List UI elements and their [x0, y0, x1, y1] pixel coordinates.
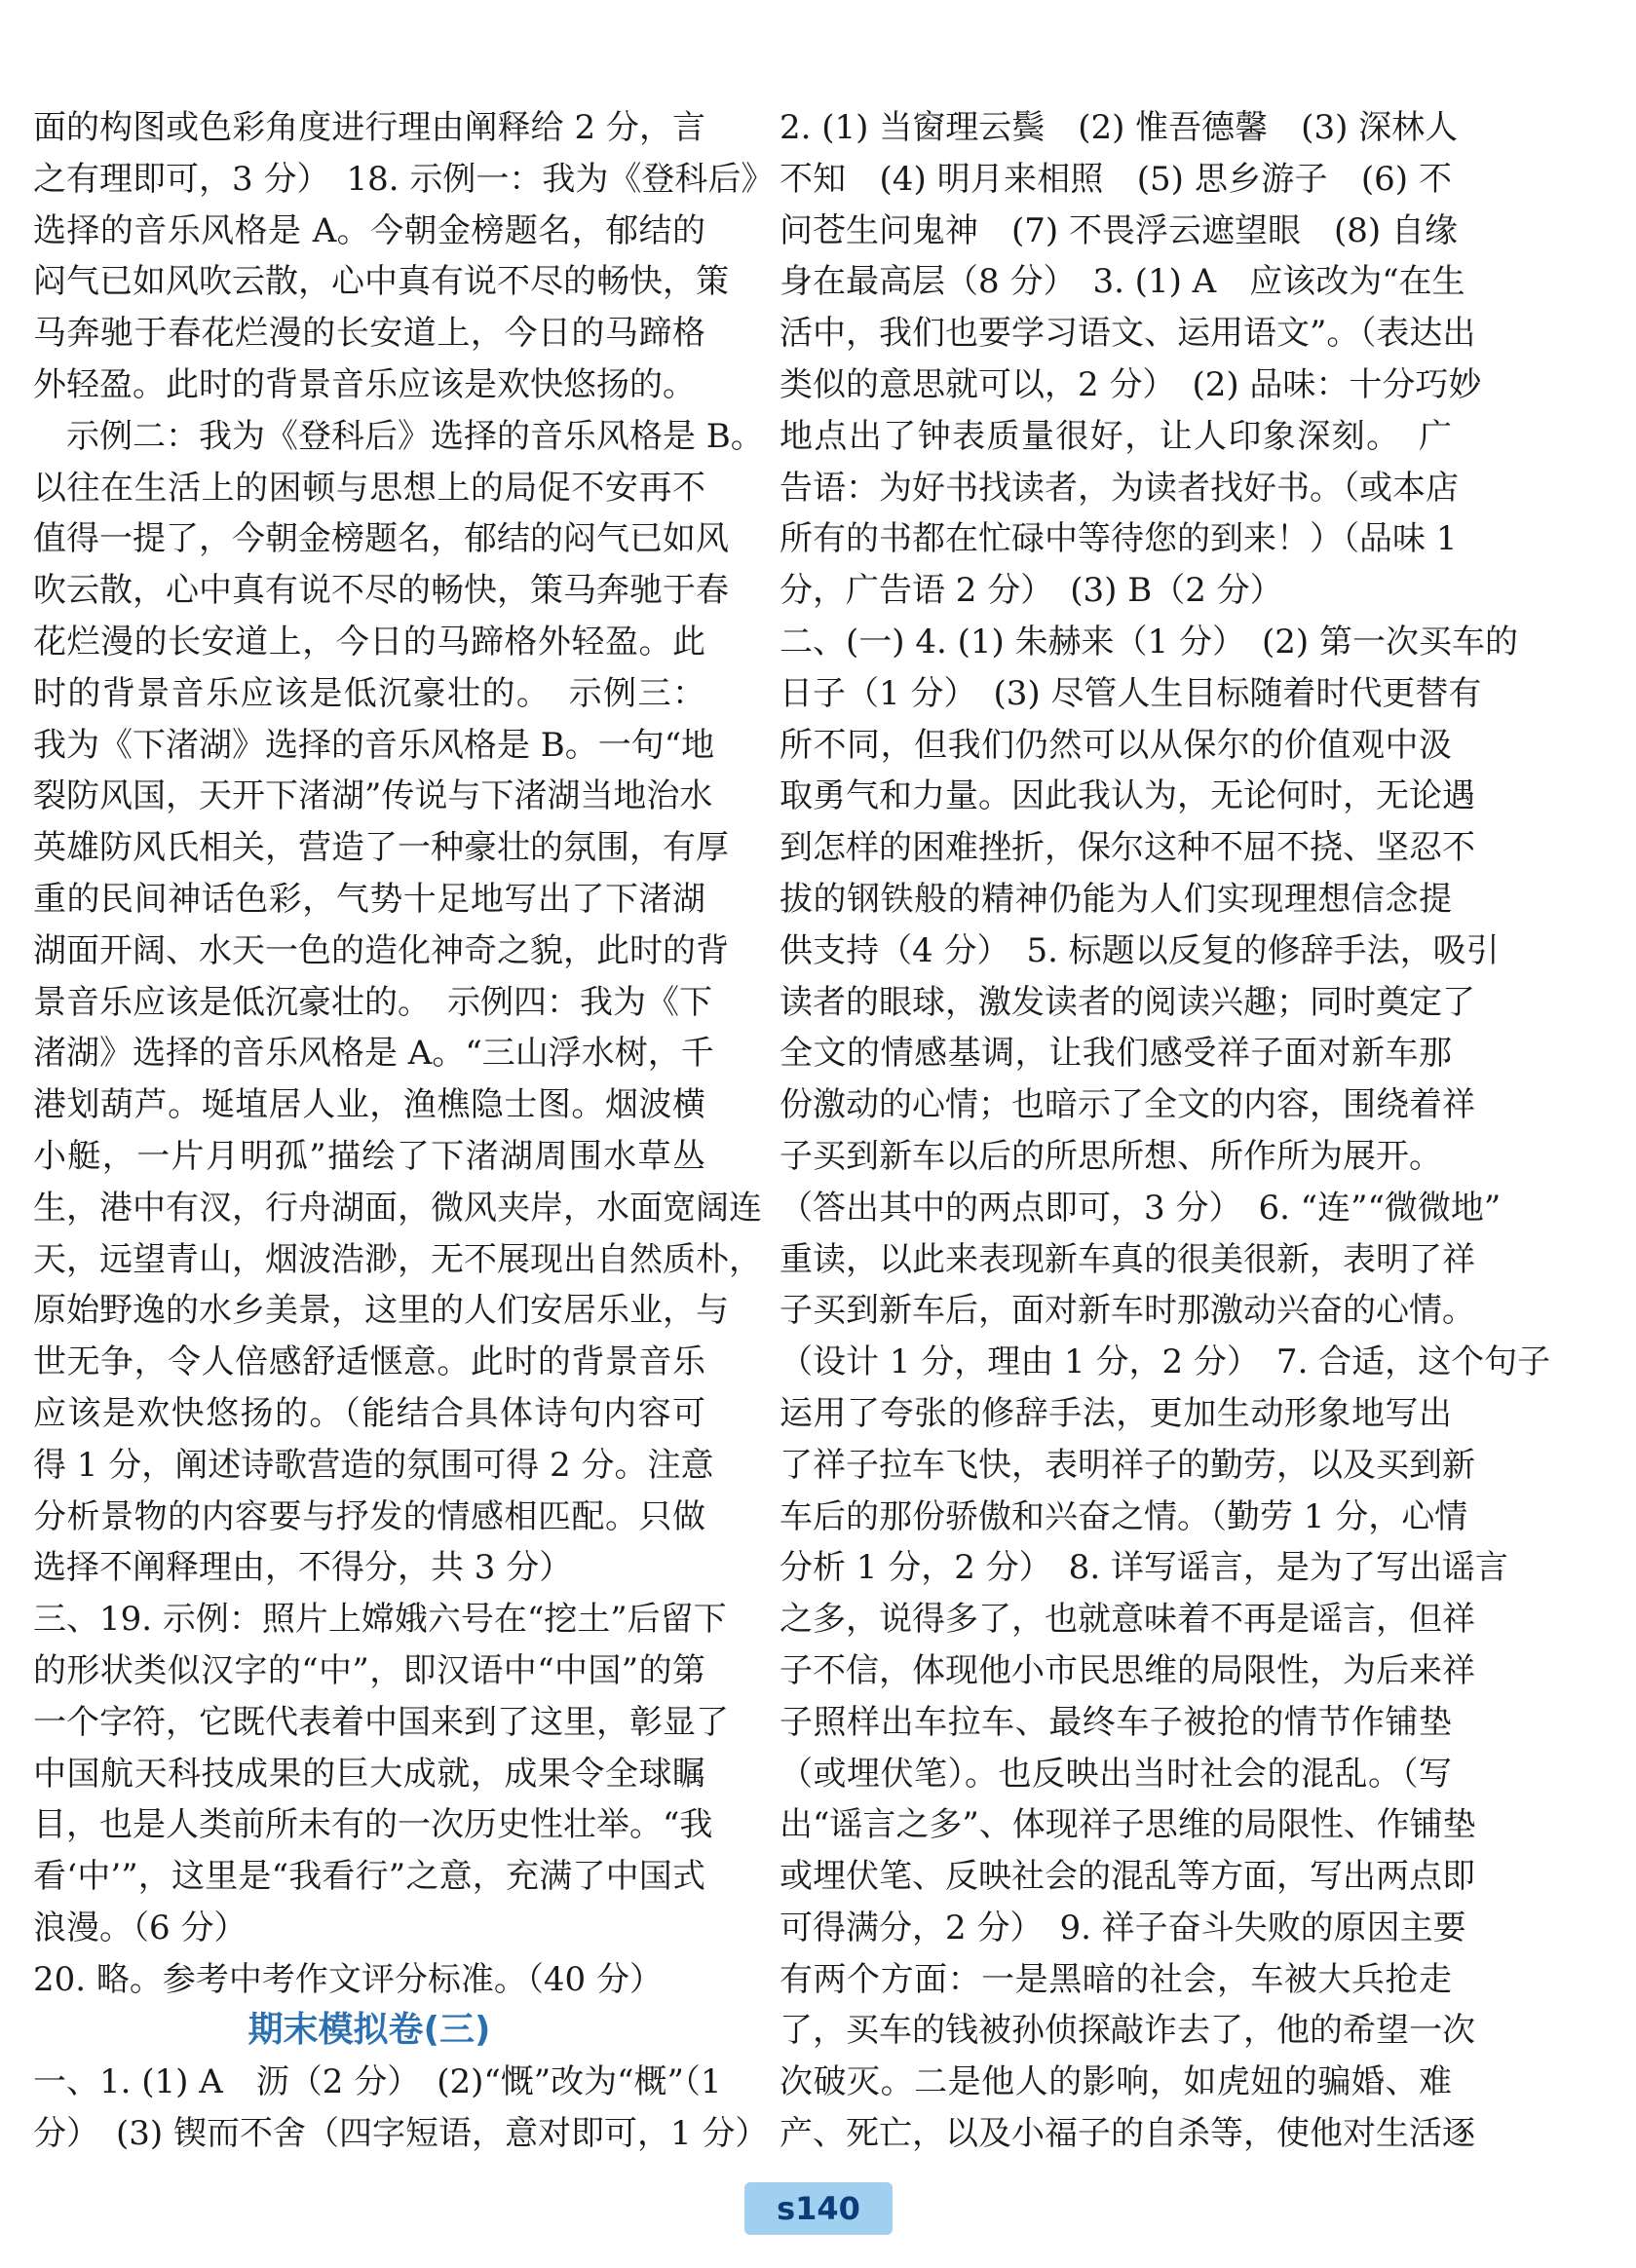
- text-line: 港划葫芦。埏埴居人业，渔樵隐士图。烟波横: [33, 1085, 705, 1125]
- text-line: 份激动的心情；也暗示了全文的内容，围绕着祥: [780, 1085, 1475, 1125]
- text-line: 取勇气和力量。因此我认为，无论何时，无论遇: [780, 776, 1475, 816]
- text-line: 小艇，一片月明孤”描绘了下渚湖周围水草丛: [33, 1136, 705, 1176]
- text-line: 裂防风国，天开下渚湖”传说与下渚湖当地治水: [33, 776, 713, 816]
- text-line: 生，港中有汊，行舟湖面，微风夹岸，水面宽阔连: [33, 1188, 762, 1228]
- text-line: 所有的书都在忙碌中等待您的到来！）（品味 1: [780, 519, 1458, 559]
- text-line: 活中，我们也要学习语文、运用语文”。（表达出: [780, 314, 1476, 354]
- right-column: [780, 102, 1551, 2160]
- text-line: 告语：为好书找读者，为读者找好书。（或本店: [780, 468, 1459, 508]
- text-line: 选择的音乐风格是 A。今朝金榜题名，郁结的: [33, 210, 705, 250]
- text-line: 所不同，但我们仍然可以从保尔的价值观中汲: [780, 725, 1452, 765]
- text-line: 湖面开阔、水天一色的造化神奇之貌，此时的背: [33, 930, 729, 970]
- text-line: 花烂漫的长安道上，今日的马蹄格外轻盈。此: [33, 622, 705, 662]
- text-line: 二、(一) 4. (1) 朱赫来（1 分） (2) 第一次买车的: [780, 622, 1518, 662]
- text-line: 产、死亡，以及小福子的自杀等，使他对生活逐: [780, 2114, 1475, 2154]
- text-line: 了，买车的钱被孙侦探敲诈去了，他的希望一次: [780, 2011, 1475, 2051]
- text-line: 渚湖》选择的音乐风格是 A。“三山浮水树，千: [33, 1034, 714, 1074]
- text-line: 分析景物的内容要与抒发的情感相匹配。只做: [33, 1496, 705, 1536]
- text-line: 吹云散，心中真有说不尽的畅快，策马奔驰于春: [33, 571, 729, 611]
- text-line: 全文的情感基调，让我们感受祥子面对新车那: [780, 1034, 1452, 1074]
- text-line: （答出其中的两点即可，3 分） 6. “连”“微微地”: [780, 1188, 1502, 1228]
- text-line: 之多，说得多了，也就意味着不再是谣言，但祥: [780, 1600, 1475, 1640]
- page-number-badge: [744, 2182, 893, 2235]
- text-line: 日子（1 分） (3) 尽管人生目标随着时代更替有: [780, 673, 1482, 713]
- text-line: 读者的眼球，激发读者的阅读兴趣；同时奠定了: [780, 982, 1475, 1022]
- text-line: 原始野逸的水乡美景，这里的人们安居乐业，与: [33, 1291, 729, 1331]
- text-line: 分） (3) 锲而不舍（四字短语，意对即可，1 分）: [33, 2114, 769, 2154]
- text-line: 面的构图或色彩角度进行理由阐释给 2 分，言: [33, 108, 705, 147]
- text-line: 应该是欢快悠扬的。（能结合具体诗句内容可: [33, 1393, 705, 1433]
- text-line: 分，广告语 2 分） (3) B（2 分）: [780, 571, 1283, 611]
- text-line: 示例二：我为《登科后》选择的音乐风格是 B。: [66, 416, 764, 456]
- text-line: 20. 略。参考中考作文评分标准。（40 分）: [33, 1959, 663, 1999]
- text-line: 马奔驰于春花烂漫的长安道上，今日的马蹄格: [33, 314, 705, 354]
- page-number: s140: [777, 2190, 860, 2227]
- text-line: 类似的意思就可以，2 分） (2) 品味：十分巧妙: [780, 364, 1482, 404]
- text-line: 闷气已如风吹云散，心中真有说不尽的畅快，策: [33, 262, 729, 302]
- text-line: 问苍生问鬼神 (7) 不畏浮云遮望眼 (8) 自缘: [780, 210, 1458, 250]
- text-line: 运用了夸张的修辞手法，更加生动形象地写出: [780, 1393, 1452, 1433]
- text-line: 或埋伏笔、反映社会的混乱等方面，写出两点即: [780, 1857, 1475, 1897]
- text-line: 车后的那份骄傲和兴奋之情。（勤劳 1 分，心情: [780, 1496, 1468, 1536]
- text-line: 选择不阐释理由，不得分，共 3 分）: [33, 1548, 573, 1588]
- text-line: （或埋伏笔）。也反映出当时社会的混乱。（写: [780, 1754, 1452, 1794]
- section-title: 期末模拟卷(三): [247, 2010, 491, 2051]
- text-line: 地点出了钟表质量很好，让人印象深刻。 广: [780, 416, 1452, 456]
- text-line: 中国航天科技成果的巨大成就，成果令全球瞩: [33, 1754, 705, 1794]
- text-line: 不知 (4) 明月来相照 (5) 思乡游子 (6) 不: [780, 159, 1452, 199]
- text-line: 身在最高层（8 分） 3. (1) A 应该改为“在生: [780, 262, 1465, 302]
- text-line: 可得满分，2 分） 9. 祥子奋斗失败的原因主要: [780, 1908, 1466, 1947]
- text-line: 景音乐应该是低沉豪壮的。 示例四：我为《下: [33, 982, 712, 1022]
- text-line: 英雄防风氏相关，营造了一种豪壮的氛围，有厚: [33, 828, 729, 868]
- text-line: 重的民间神话色彩，气势十足地写出了下渚湖: [33, 879, 705, 919]
- text-line: 值得一提了，今朝金榜题名，郁结的闷气已如风: [33, 519, 729, 559]
- text-line: 子买到新车后，面对新车时那激动兴奋的心情。: [780, 1291, 1475, 1331]
- text-line: 供支持（4 分） 5. 标题以反复的修辞手法，吸引: [780, 930, 1500, 970]
- text-line: 次破灭。二是他人的影响，如虎妞的骗婚、难: [780, 2062, 1452, 2102]
- text-line: 出“谣言之多”、体现祥子思维的局限性、作铺垫: [780, 1805, 1476, 1845]
- text-line: 天，远望青山，烟波浩渺，无不展现出自然质朴，: [33, 1239, 762, 1279]
- text-line: 一、1. (1) A 沥（2 分） (2)“慨”改为“概”（1: [33, 2062, 722, 2102]
- text-line: 分析 1 分，2 分） 8. 详写谣言，是为了写出谣言: [780, 1548, 1508, 1588]
- text-line: 一个字符，它既代表着中国来到了这里，彰显了: [33, 1702, 729, 1742]
- text-line: 了祥子拉车飞快，表明祥子的勤劳，以及买到新: [780, 1445, 1475, 1485]
- text-line: （设计 1 分，理由 1 分，2 分） 7. 合适，这个句子: [780, 1342, 1551, 1382]
- text-line: 2. (1) 当窗理云鬓 (2) 惟吾德馨 (3) 深林人: [780, 108, 1459, 147]
- text-line: 时的背景音乐应该是低沉豪壮的。 示例三：: [33, 673, 705, 713]
- text-line: 三、19. 示例：照片上嫦娥六号在“挖土”后留下: [33, 1600, 727, 1640]
- text-line: 以往在生活上的困顿与思想上的局促不安再不: [33, 468, 705, 508]
- text-line: 浪漫。（6 分）: [33, 1908, 247, 1947]
- text-line: 世无争，令人倍感舒适惬意。此时的背景音乐: [33, 1342, 705, 1382]
- left-column: [33, 102, 775, 2160]
- text-line: 我为《下渚湖》选择的音乐风格是 B。一句“地: [33, 725, 715, 765]
- text-line: 到怎样的困难挫折，保尔这种不屈不挠、坚忍不: [780, 828, 1475, 868]
- text-line: 外轻盈。此时的背景音乐应该是欢快悠扬的。: [33, 364, 696, 404]
- text-line: 子买到新车以后的所思所想、所作所为展开。: [780, 1136, 1442, 1176]
- text-line: 拔的钢铁般的精神仍能为人们实现理想信念提: [780, 879, 1452, 919]
- text-line: 之有理即可，3 分） 18. 示例一：我为《登科后》: [33, 159, 775, 199]
- text-line: 重读，以此来表现新车真的很美很新，表明了祥: [780, 1239, 1475, 1279]
- text-line: 子不信，体现他小市民思维的局限性，为后来祥: [780, 1650, 1475, 1690]
- text-line: 有两个方面：一是黑暗的社会，车被大兵抢走: [780, 1959, 1452, 1999]
- text-line: 子照样出车拉车、最终车子被抢的情节作铺垫: [780, 1702, 1452, 1742]
- text-line: 的形状类似汉字的“中”，即汉语中“中国”的第: [33, 1650, 705, 1690]
- text-line: 目，也是人类前所未有的一次历史性壮举。“我: [33, 1805, 713, 1845]
- text-line: 看‘中’”，这里是“我看行”之意，充满了中国式: [33, 1857, 705, 1897]
- text-line: 得 1 分，阐述诗歌营造的氛围可得 2 分。注意: [33, 1445, 714, 1485]
